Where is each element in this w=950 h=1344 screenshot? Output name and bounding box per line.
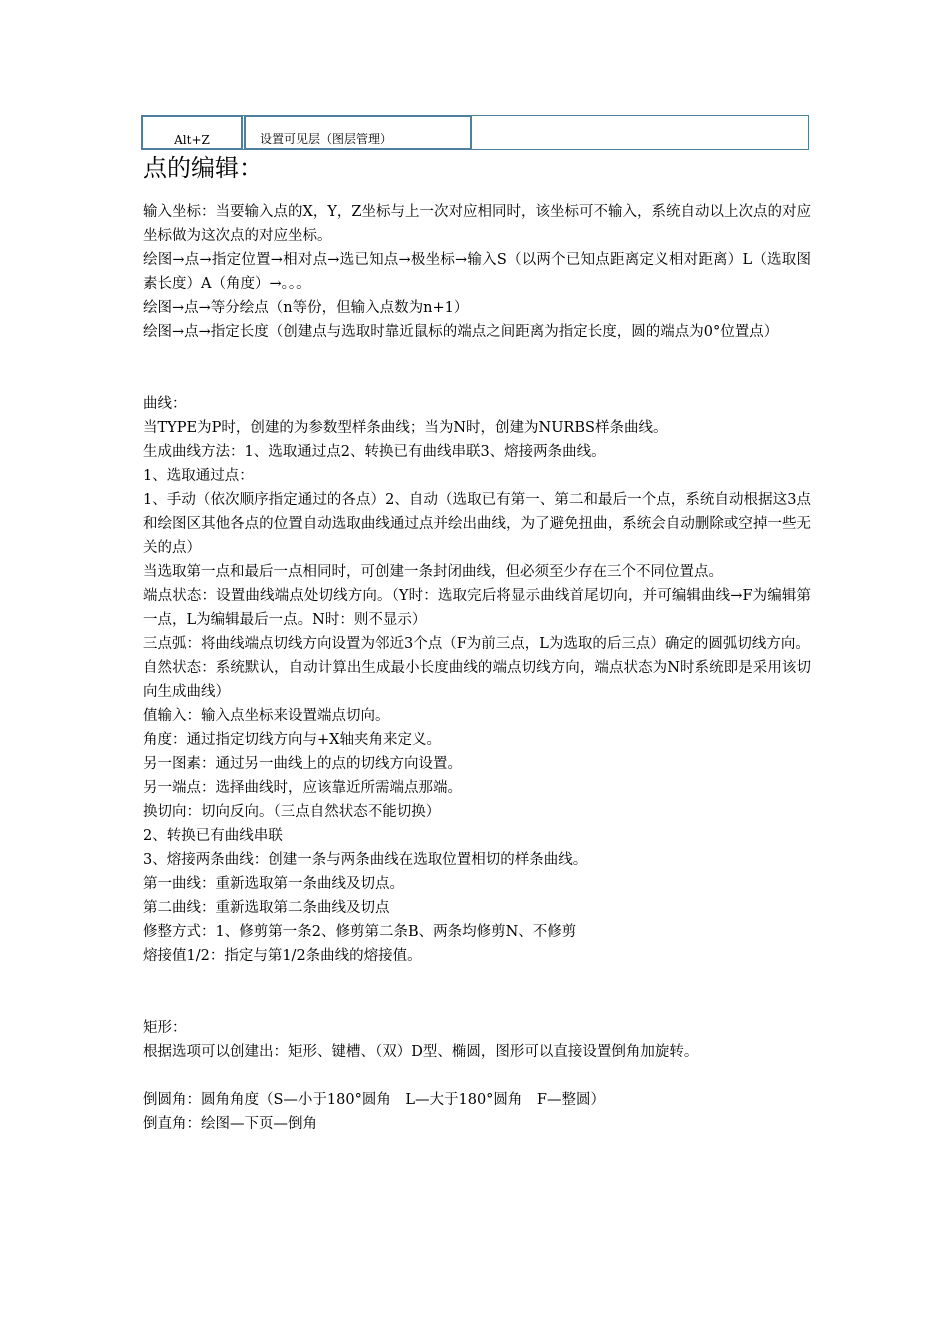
paragraph: 1、手动（依次顺序指定通过的各点）2、自动（选取已有第一、第二和最后一个点，系统自动根据这3点和绘图区其他各点的位置自动选取曲线通过点并绘出曲线，为了避免扭曲，系统会自动删除或空掉一些无关的点）: [143, 492, 811, 556]
paragraph: 第一曲线：重新选取第一条曲线及切点。: [143, 876, 404, 892]
paragraph: 熔接值1/2：指定与第1/2条曲线的熔接值。: [143, 948, 422, 964]
paragraph: 另一端点：选择曲线时，应该靠近所需端点那端。: [143, 780, 462, 796]
description-cell: [244, 115, 472, 150]
shortcut-table: [141, 115, 809, 150]
blank-line: [143, 1064, 811, 1088]
paragraph: 当选取第一点和最后一点相同时，可创建一条封闭曲线，但必须至少存在三个不同位置点。: [143, 564, 723, 580]
paragraph: 当TYPE为P时，创建的为参数型样条曲线；当为N时，创建为NURBS样条曲线。: [143, 420, 668, 436]
shortcut-description: 设置可见层（图层管理）: [260, 132, 393, 146]
paragraph: 2、转换已有曲线串联: [143, 828, 283, 844]
blank-line: [143, 344, 811, 368]
paragraph: 三点弧：将曲线端点切线方向设置为邻近3个点（F为前三点，L为选取的后三点）确定的圆弧切线方向。: [143, 636, 810, 652]
paragraph: 输入坐标：当要输入点的X，Y，Z坐标与上一次对应相同时，该坐标可不输入，系统自动以上次点的对应坐标做为这次点的对应坐标。: [143, 204, 811, 244]
paragraph: 修整方式：1、修剪第一条2、修剪第二条B、两条均修剪N、不修剪: [143, 924, 577, 940]
paragraph: 根据选项可以创建出：矩形、键槽、（双）D型、椭圆，图形可以直接设置倒角加旋转。: [143, 1044, 699, 1060]
paragraph: 第二曲线：重新选取第二条曲线及切点: [143, 900, 390, 916]
paragraph: 生成曲线方法：1、选取通过点2、转换已有曲线串联3、熔接两条曲线。: [143, 444, 606, 460]
blank-line: [143, 368, 811, 392]
paragraph: 值输入：输入点坐标来设置端点切向。: [143, 708, 390, 724]
paragraph: 矩形：: [143, 1020, 187, 1036]
paragraph: 端点状态：设置曲线端点处切线方向。（Y时：选取完后将显示曲线首尾切向，并可编辑曲线→F为编辑第一点，L为编辑最后一点。N时：则不显示）: [143, 588, 811, 628]
paragraph: 倒直角：绘图—下页—倒角: [143, 1116, 317, 1132]
paragraph: 绘图→点→指定长度（创建点与选取时靠近鼠标的端点之间距离为指定长度，圆的端点为0°位置点）: [143, 324, 779, 340]
paragraph: 换切向：切向反向。（三点自然状态不能切换）: [143, 804, 441, 820]
paragraph: 另一图素：通过另一曲线上的点的切线方向设置。: [143, 756, 462, 772]
shortcut-key: Alt+Z: [174, 133, 210, 147]
paragraph: 绘图→点→等分绘点（n等份，但输入点数为n+1）: [143, 300, 469, 316]
paragraph: 倒圆角：圆角角度（S—小于180°圆角 L—大于180°圆角 F—整圆）: [143, 1092, 605, 1108]
page-heading: 点的编辑：: [143, 154, 263, 182]
paragraph: 3、熔接两条曲线：创建一条与两条曲线在选取位置相切的样条曲线。: [143, 852, 588, 868]
blank-line: [143, 968, 811, 992]
paragraph: 角度：通过指定切线方向与+X轴夹角来定义。: [143, 732, 441, 748]
paragraph: 自然状态：系统默认，自动计算出生成最小长度曲线的端点切线方向，端点状态为N时系统即是采用该切向生成曲线）: [143, 660, 811, 700]
paragraph: 绘图→点→指定位置→相对点→选已知点→极坐标→输入S（以两个已知点距离定义相对距离）L（选取图素长度）A（角度）→。。。: [143, 252, 811, 292]
shortcut-cell: [141, 115, 243, 150]
paragraph: 曲线：: [143, 396, 187, 412]
note-cell: [472, 116, 809, 149]
blank-line: [143, 992, 811, 1016]
paragraph: 1、选取通过点：: [143, 468, 254, 484]
document-body: [143, 200, 811, 1136]
